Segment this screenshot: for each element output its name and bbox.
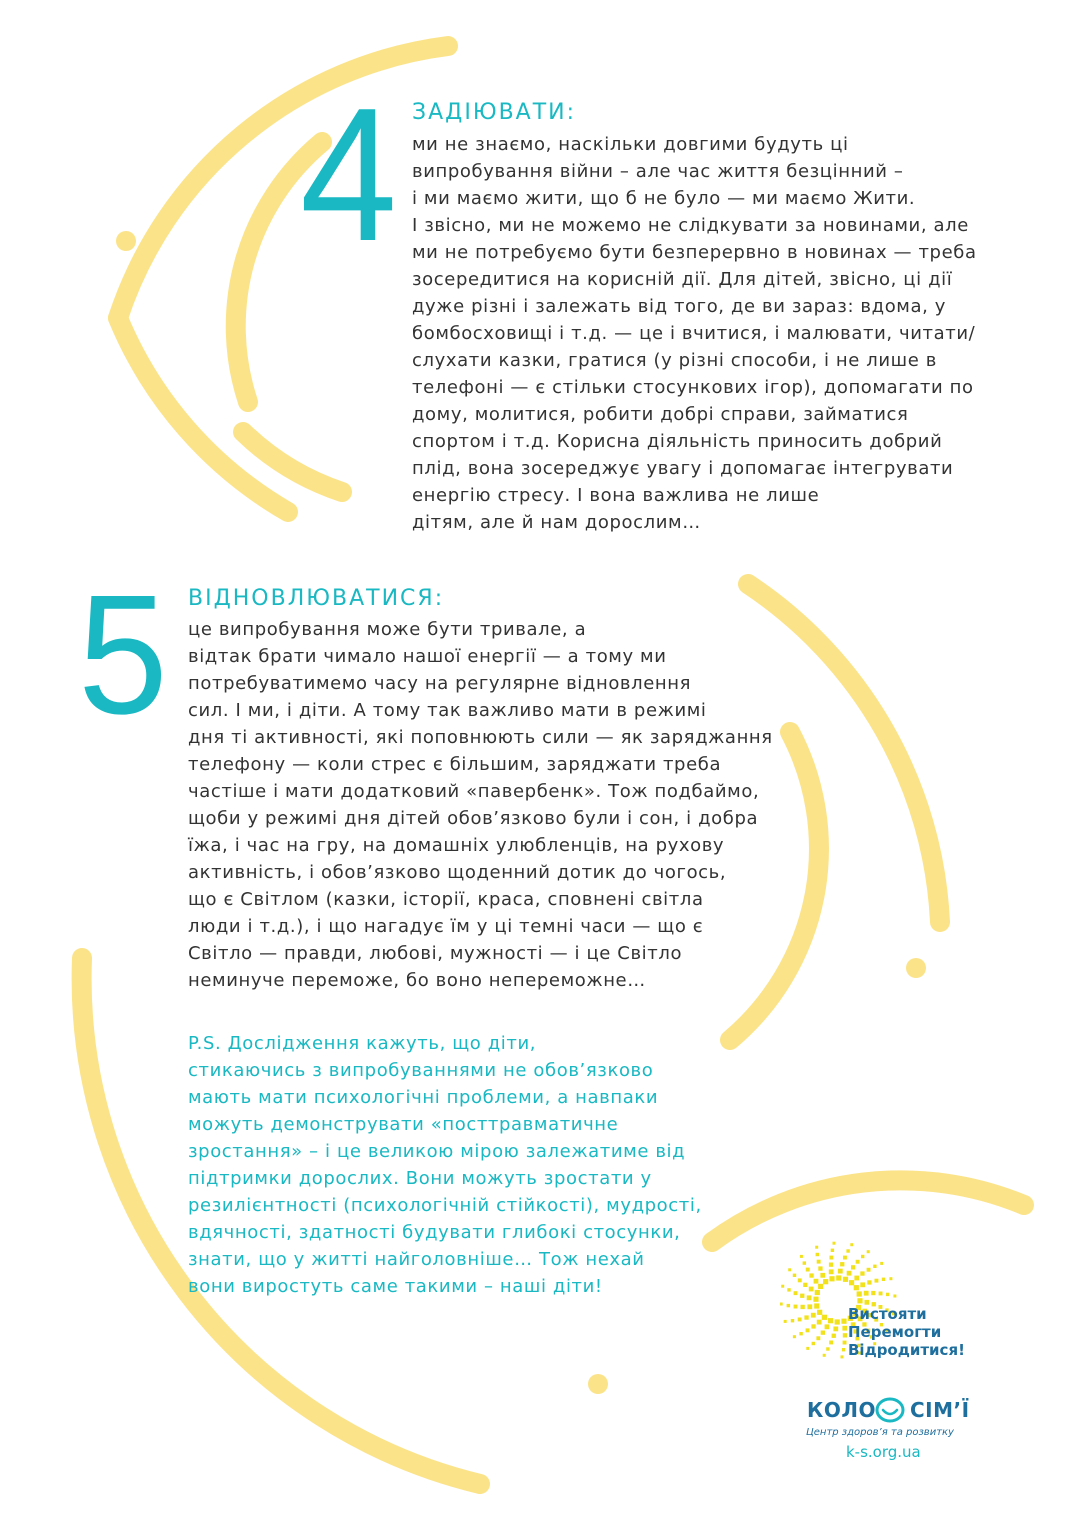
sun-ray-square	[867, 1250, 870, 1253]
sun-ray-square	[854, 1276, 859, 1281]
sun-ray-square	[828, 1318, 833, 1323]
sun-ray-square	[822, 1315, 827, 1320]
sun-ray-square	[829, 1276, 834, 1281]
sun-ray-square	[830, 1256, 834, 1260]
sun-ray-square	[798, 1278, 802, 1282]
section-5-line: частіше і мати додатковий «павербенк». Тож подбаймо,	[188, 781, 760, 802]
section-4-line: бомбосховищі і т.д. — це і вчитися, і малювати, читати/	[412, 323, 976, 344]
brand-subtitle: Центр здоров’я та розвитку	[806, 1427, 954, 1438]
dot-left	[116, 231, 136, 251]
website-url[interactable]: k-s.org.ua	[846, 1443, 921, 1461]
section-4-line: ми не потребуємо бути безперервно в новинах — треба	[412, 242, 977, 263]
sun-ray-square	[847, 1271, 852, 1276]
sun-ray-square	[849, 1280, 854, 1285]
sun-ray-square	[798, 1318, 802, 1322]
section-4-line: дуже різні і залежать від того, де ви зараз: вдома, у	[412, 296, 947, 317]
sun-ray-square	[882, 1278, 885, 1281]
sun-ray-square	[791, 1319, 794, 1322]
section-5-text	[188, 616, 773, 994]
sun-ray-square	[787, 1288, 790, 1291]
sun-ray-square	[851, 1265, 855, 1269]
section-4-line: І звісно, ми не можемо не слідкувати за новинами, але	[412, 215, 969, 236]
sun-ray-square	[829, 1269, 834, 1274]
sun-ray-square	[865, 1300, 870, 1305]
section-5-heading: ВІДНОВЛЮВАТИСЯ:	[188, 586, 445, 611]
sun-ray-square	[816, 1253, 819, 1256]
section-5-line: їжа, і час на гру, на домашніх улюбленців, на рухову	[188, 835, 725, 856]
sun-ray-square	[815, 1290, 820, 1295]
sun-ray-square	[794, 1291, 798, 1295]
sun-ray-square	[817, 1260, 821, 1264]
sun-ray-square	[860, 1282, 865, 1287]
section-4-line: зосередитися на корисній дії. Для дітей, звісно, ці дії	[412, 269, 953, 290]
ps-line: вони виростуть саме такими – наші діти!	[188, 1276, 603, 1297]
sun-ray-square	[821, 1331, 825, 1335]
sun-ray-square	[857, 1298, 862, 1303]
sun-ray-square	[843, 1277, 848, 1282]
section-4-line: ми не знаємо, наскільки довгими будуть ці	[412, 134, 849, 155]
sun-ray-square	[867, 1268, 871, 1272]
sun-ray-square	[880, 1262, 883, 1265]
section-5-line: неминуче переможе, бо воно непереможне…	[188, 970, 646, 991]
ps-line: зростання» – і це великою мірою залежатиме від	[188, 1141, 686, 1162]
sun-ray-square	[787, 1304, 790, 1307]
sun-ray-square	[842, 1326, 847, 1331]
sun-ray-square	[832, 1334, 836, 1338]
sun-ray-square	[889, 1277, 892, 1280]
sun-ray-square	[886, 1293, 889, 1296]
sun-ray-square	[836, 1275, 841, 1280]
sun-ray-square	[814, 1303, 819, 1308]
sun-ray-square	[840, 1262, 844, 1266]
sun-ray-square	[814, 1279, 819, 1284]
brand-ring-icon	[872, 1396, 908, 1424]
sun-ray-square	[873, 1265, 876, 1268]
sun-ray-square	[860, 1271, 864, 1275]
sun-ray-square	[807, 1295, 812, 1300]
sun-ray-square	[794, 1305, 798, 1309]
section-5-line: сил. І ми, і діти. А тому так важливо мати в режимі	[188, 700, 707, 721]
sun-ray-square	[813, 1297, 818, 1302]
sun-ray-square	[800, 1255, 803, 1258]
brand-name-left: КОЛО	[807, 1398, 876, 1422]
sun-ray-square	[801, 1305, 805, 1309]
section-5-line: люди і т.д.), і що нагадує їм у ці темні часи — що є	[188, 916, 704, 937]
arc-outer-left	[118, 318, 288, 512]
section-5-line: Світло — правди, любові, мужності — і це Світло	[188, 943, 683, 964]
sun-ray-square	[823, 1279, 828, 1284]
sun-ray-square	[809, 1273, 813, 1277]
sun-ray-square	[806, 1328, 810, 1332]
sun-ray-square	[879, 1292, 883, 1296]
sun-ray-square	[850, 1243, 853, 1246]
sun-ray-square	[842, 1348, 845, 1351]
section-4-line: випробування війни – але час життя безцінний –	[412, 161, 904, 182]
section-4-number: 4	[300, 69, 398, 281]
sun-ray-square	[831, 1249, 834, 1252]
ps-line: P.S. Дослідження кажуть, що діти,	[188, 1033, 537, 1054]
section-4-line: і ми маємо жити, що б не було — ми маємо Жити.	[412, 188, 916, 209]
sun-ray-square	[857, 1291, 862, 1296]
section-5-line: відтак брати чимало нашої енергії — а тому ми	[188, 646, 667, 667]
sun-ray-square	[816, 1336, 820, 1340]
sun-ray-square	[841, 1319, 846, 1324]
sun-ray-square	[806, 1268, 810, 1272]
sun-ray-square	[800, 1294, 804, 1298]
slogan-line-1: Вистояти	[848, 1305, 927, 1323]
section-4-text	[412, 131, 977, 536]
sun-ray-square	[809, 1287, 814, 1292]
sun-ray-square	[780, 1303, 783, 1306]
section-4-line: спортом і т.д. Корисна діяльність приносить добрий	[412, 431, 943, 452]
slogan-line-2: Перемогти	[848, 1323, 942, 1341]
ps-line: підтримки дорослих. Вони можуть зростати у	[188, 1168, 652, 1189]
sun-ray-square	[829, 1341, 833, 1345]
sun-ray-square	[817, 1320, 822, 1325]
section-5-line: активність, і обов’язково щоденний дотик до чогось,	[188, 862, 727, 883]
brand-name-right: СІМ’Ї	[910, 1398, 970, 1422]
section-4-line: телефоні — є стільки стосункових ігор), допомагати по	[412, 377, 974, 398]
sun-ray-square	[804, 1315, 808, 1319]
sun-ray-square	[811, 1313, 816, 1318]
sun-ray-square	[867, 1280, 871, 1284]
section-4-line: енергію стресу. І вона важлива не лише	[412, 485, 820, 506]
sun-ray-square	[856, 1260, 860, 1264]
arc-right-outer	[748, 584, 940, 922]
sun-ray-square	[812, 1342, 815, 1345]
section-4-line: дітям, але й нам дорослим…	[412, 512, 701, 533]
sun-ray-square	[825, 1324, 830, 1329]
sun-ray-square	[820, 1273, 825, 1278]
sun-ray-square	[793, 1274, 796, 1277]
ps-note	[188, 1030, 702, 1300]
section-4-line: слухати казки, гратися (у різні способи, і не лише в	[412, 350, 937, 371]
sun-ray-square	[784, 1320, 787, 1323]
sun-ray-square	[871, 1291, 875, 1295]
section-4-heading: ЗАДІЮВАТИ:	[412, 100, 577, 125]
sun-ray-square	[811, 1324, 815, 1328]
sun-ray-square	[781, 1285, 784, 1288]
sun-ray-square	[893, 1295, 896, 1298]
dot-right	[906, 958, 926, 978]
ps-line: мають мати психологічні проблеми, а навпаки	[188, 1087, 659, 1108]
sun-ray-square	[843, 1256, 847, 1260]
ps-line: стикаючись з випробуваннями не обов’язково	[188, 1060, 654, 1081]
section-5-line: дня ті активності, які поповнюють сили — як заряджання	[188, 727, 773, 748]
sun-ray-square	[864, 1291, 869, 1296]
sun-ray-square	[826, 1347, 829, 1350]
sun-ray-square	[788, 1268, 791, 1271]
sun-ray-square	[833, 1242, 836, 1245]
sun-ray-square	[861, 1255, 864, 1258]
sun-ray-square	[807, 1304, 812, 1309]
sun-ray-square	[846, 1249, 849, 1252]
sun-ray-square	[835, 1319, 840, 1324]
sun-ray-square	[799, 1332, 802, 1335]
section-5-number: 5	[78, 560, 168, 750]
ps-line: можуть демонструвати «посттравматичне	[188, 1114, 619, 1135]
ps-line: вдячності, здатності будувати глибокі стосунки,	[188, 1222, 681, 1243]
sun-ray-square	[793, 1335, 796, 1338]
section-5-line: щоби у режимі дня дітей обов’язково були і сон, і добра	[188, 808, 759, 829]
section-5-line: це випробування може бути тривале, а	[188, 619, 587, 640]
ps-line: знати, що у житті найголовніше… Тож нехай	[188, 1249, 645, 1270]
slogan-line-3: Відродитися!	[848, 1341, 965, 1359]
sun-ray-square	[854, 1285, 859, 1290]
sun-ray-square	[843, 1341, 847, 1345]
section-4-line: дому, молитися, робити добрі справи, займатися	[412, 404, 909, 425]
sun-ray-square	[818, 1266, 822, 1270]
sun-ray-square	[815, 1246, 818, 1249]
sun-ray-square	[817, 1310, 822, 1315]
dot-bottom	[588, 1374, 608, 1394]
sun-ray-square	[843, 1333, 847, 1337]
sun-ray-square	[818, 1284, 823, 1289]
ps-line: резилієнтності (психологічній стійкості), мудрості,	[188, 1195, 702, 1216]
sun-ray-square	[841, 1355, 844, 1358]
sun-ray-square	[806, 1347, 809, 1350]
sun-ray-square	[829, 1263, 833, 1267]
sun-ray-square	[833, 1327, 838, 1332]
sun-ray-square	[803, 1261, 806, 1264]
section-5-line: потребуватимемо часу на регулярне відновлення	[188, 673, 692, 694]
arc-bottom-right	[712, 1180, 1024, 1242]
section-4-line: плід, вона зосереджує увагу і допомагає інтегрувати	[412, 458, 954, 479]
sun-ray-square	[823, 1354, 826, 1357]
section-5-line: що є Світлом (казки, історії, краса, сповнені світла	[188, 889, 704, 910]
sun-ray-square	[875, 1279, 879, 1283]
sun-ray-square	[803, 1283, 807, 1287]
sun-ray-square	[838, 1269, 843, 1274]
section-5-line: телефону — коли стрес є більшим, заряджати треба	[188, 754, 722, 775]
